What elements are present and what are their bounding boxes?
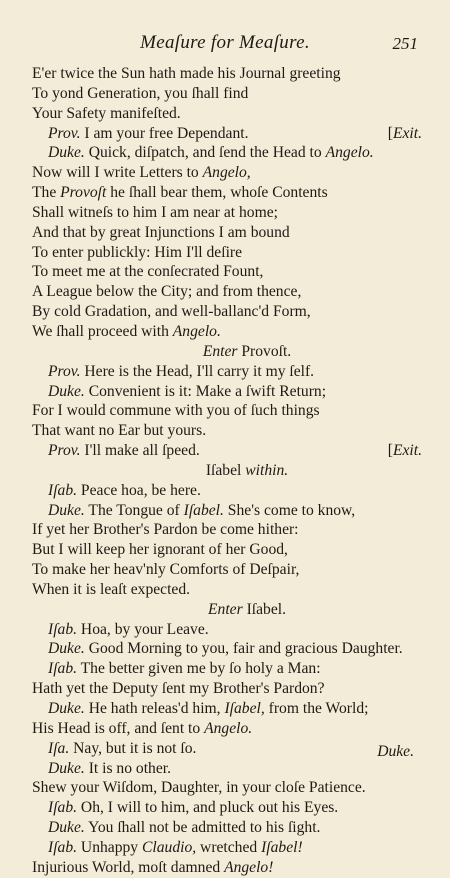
italic-text: Duke. — [48, 382, 85, 400]
italic-text: Enter — [202, 342, 238, 360]
text-segment: And that by great Injunctions I am bound — [32, 223, 290, 241]
speech-line — [32, 124, 422, 144]
text-segment: We ſhall proceed with — [32, 322, 173, 340]
text-segment: The — [32, 184, 61, 202]
speech-line — [32, 441, 422, 461]
exit-direction: [Exit. — [387, 442, 422, 460]
text-segment: wretched — [196, 838, 262, 856]
play-text — [32, 64, 422, 878]
verse-line — [32, 322, 422, 342]
italic-text: Prov. — [48, 442, 81, 460]
verse-line — [32, 223, 422, 243]
text-segment: The better given me by ſo holy a Man: — [77, 660, 321, 678]
verse-line — [32, 560, 422, 580]
text-segment: Here is the Head, I'll carry it my ſelf. — [80, 362, 315, 380]
text-segment: That want no Ear but yours. — [32, 422, 207, 440]
italic-text: Angelo. — [325, 144, 374, 162]
italic-text: Duke. — [48, 144, 85, 162]
italic-text: Iſab. — [48, 838, 78, 856]
italic-text: Iſab. — [48, 620, 78, 638]
text-segment: A League below the City; and from thence, — [32, 283, 302, 301]
text-segment: To yond Generation, you ſhall find — [32, 84, 249, 102]
verse-line — [32, 401, 422, 421]
verse-line — [32, 104, 422, 124]
italic-text: Iſab. — [48, 660, 78, 678]
text-segment: She's come to know, — [223, 501, 356, 519]
text-segment: It is no other. — [84, 759, 172, 777]
verse-line — [32, 183, 422, 203]
text-segment: To enter publickly: Him I'll deſire — [32, 243, 243, 261]
stage-direction — [32, 342, 422, 362]
italic-text: Duke. — [48, 501, 85, 519]
italic-text: Enter — [208, 600, 243, 618]
speech-line — [32, 362, 422, 382]
text-segment: Unhappy — [77, 838, 142, 856]
verse-line — [32, 243, 422, 263]
speech-line — [32, 759, 422, 779]
text-segment: Peace hoa, be here. — [77, 481, 201, 499]
italic-text: Iſab. — [48, 799, 78, 817]
italic-text: Angelo, — [202, 164, 251, 182]
text-segment: I am your free Dependant. — [80, 124, 249, 142]
verse-line — [32, 282, 422, 302]
text-segment: Oh, I will to him, and pluck out his Eyes. — [77, 799, 339, 817]
italic-text: Duke. — [48, 759, 85, 777]
verse-line — [32, 64, 422, 84]
text-segment: Hoa, by your Leave. — [77, 620, 209, 638]
text-segment: Injurious World, moſt damned — [32, 858, 225, 876]
italic-text: Prov. — [48, 124, 81, 142]
text-segment: His Head is off, and ſent to — [32, 719, 205, 737]
verse-line — [32, 778, 422, 798]
verse-line — [32, 858, 422, 878]
text-segment: Shall witneſs to him I am near at home; — [32, 203, 278, 221]
verse-line — [32, 520, 422, 540]
verse-line — [32, 84, 422, 104]
exit-direction: [Exit. — [387, 124, 422, 142]
verse-line — [32, 262, 422, 282]
verse-line — [32, 421, 422, 441]
text-segment: Convenient is it: Make a ſwift Return; — [84, 382, 327, 400]
text-segment: Quick, diſpatch, and ſend the Head to — [84, 144, 326, 162]
italic-text: Claudio, — [142, 838, 197, 856]
text-segment: I'll make all ſpeed. — [80, 442, 200, 460]
text-segment: he ſhall bear them, whoſe Contents — [106, 184, 328, 202]
text-segment: E'er twice the Sun hath made his Journal greeting — [32, 65, 341, 82]
text-segment: Good Morning to you, fair and gracious Daughter. — [84, 640, 403, 658]
text-segment: Now will I write Letters to — [32, 164, 203, 182]
speech-line — [32, 620, 422, 640]
text-segment: Hath yet the Deputy ſent my Brother's Pardon? — [32, 680, 325, 698]
speech-line — [32, 818, 422, 838]
text-segment: For I would commune with you of ſuch things — [32, 402, 320, 420]
italic-text: Angelo. — [172, 322, 221, 340]
italic-text: Prov. — [48, 362, 81, 380]
page-header — [0, 32, 450, 58]
exit-label: Exit. — [392, 124, 422, 142]
text-segment: You ſhall not be admitted to his ſight. — [84, 819, 321, 837]
italic-text: Duke. — [48, 819, 85, 837]
stage-direction — [32, 461, 422, 481]
page-number: 251 — [392, 34, 418, 53]
text-segment: The Tongue of — [84, 501, 184, 519]
text-segment: He hath releas'd him, — [84, 700, 225, 717]
italic-text: Duke. — [48, 700, 85, 717]
text-segment: Provoſt. — [237, 342, 292, 360]
text-segment: To make her heav'nly Comforts of Deſpair, — [32, 561, 300, 579]
italic-text: Iſabel! — [261, 838, 303, 856]
verse-line — [32, 302, 422, 322]
italic-text: Angelo. — [204, 719, 253, 737]
stage-direction — [32, 600, 422, 620]
italic-text: Iſabel. — [183, 501, 224, 519]
speech-line — [32, 838, 422, 858]
italic-text: Provoſt — [60, 184, 107, 202]
verse-line — [32, 540, 422, 560]
catchword: Duke. — [377, 743, 414, 760]
italic-text: Iſabel, — [224, 700, 265, 717]
speech-line — [32, 501, 422, 521]
text-segment: Your Safety manifeſted. — [32, 104, 181, 122]
speech-line — [32, 739, 422, 759]
speech-line — [32, 699, 422, 719]
verse-line — [32, 203, 422, 223]
italic-text: Angelo! — [224, 858, 274, 876]
speech-line — [32, 639, 422, 659]
text-segment: If yet her Brother's Pardon be come hither: — [32, 521, 299, 539]
speech-line — [32, 143, 422, 163]
text-segment: By cold Gradation, and well-ballanc'd Form, — [32, 303, 311, 321]
speech-line — [32, 659, 422, 679]
italic-text: Iſab. — [48, 481, 78, 499]
text-segment: But I will keep her ignorant of her Good, — [32, 541, 288, 559]
running-title: Meaſure for Meaſure. — [140, 32, 310, 53]
text-segment: from the World; — [264, 700, 369, 717]
verse-line — [32, 163, 422, 183]
text-segment: When it is leaſt expected. — [32, 580, 191, 598]
text-segment: Iſabel — [205, 461, 246, 479]
text-segment: Iſabel. — [242, 600, 286, 618]
verse-line — [32, 580, 422, 600]
italic-text: Duke. — [48, 640, 85, 658]
exit-label: Exit. — [392, 442, 422, 460]
speech-line — [32, 481, 422, 501]
text-segment: Nay, but it is not ſo. — [69, 739, 197, 757]
speech-line — [32, 382, 422, 402]
italic-text: Iſa. — [48, 739, 70, 757]
italic-text: within. — [245, 461, 289, 479]
speech-line — [32, 798, 422, 818]
text-segment: To meet me at the conſecrated Fount, — [32, 263, 264, 281]
text-segment: Shew your Wiſdom, Daughter, in your cloſe Patience. — [32, 779, 366, 797]
verse-line — [32, 679, 422, 699]
verse-line — [32, 719, 422, 739]
